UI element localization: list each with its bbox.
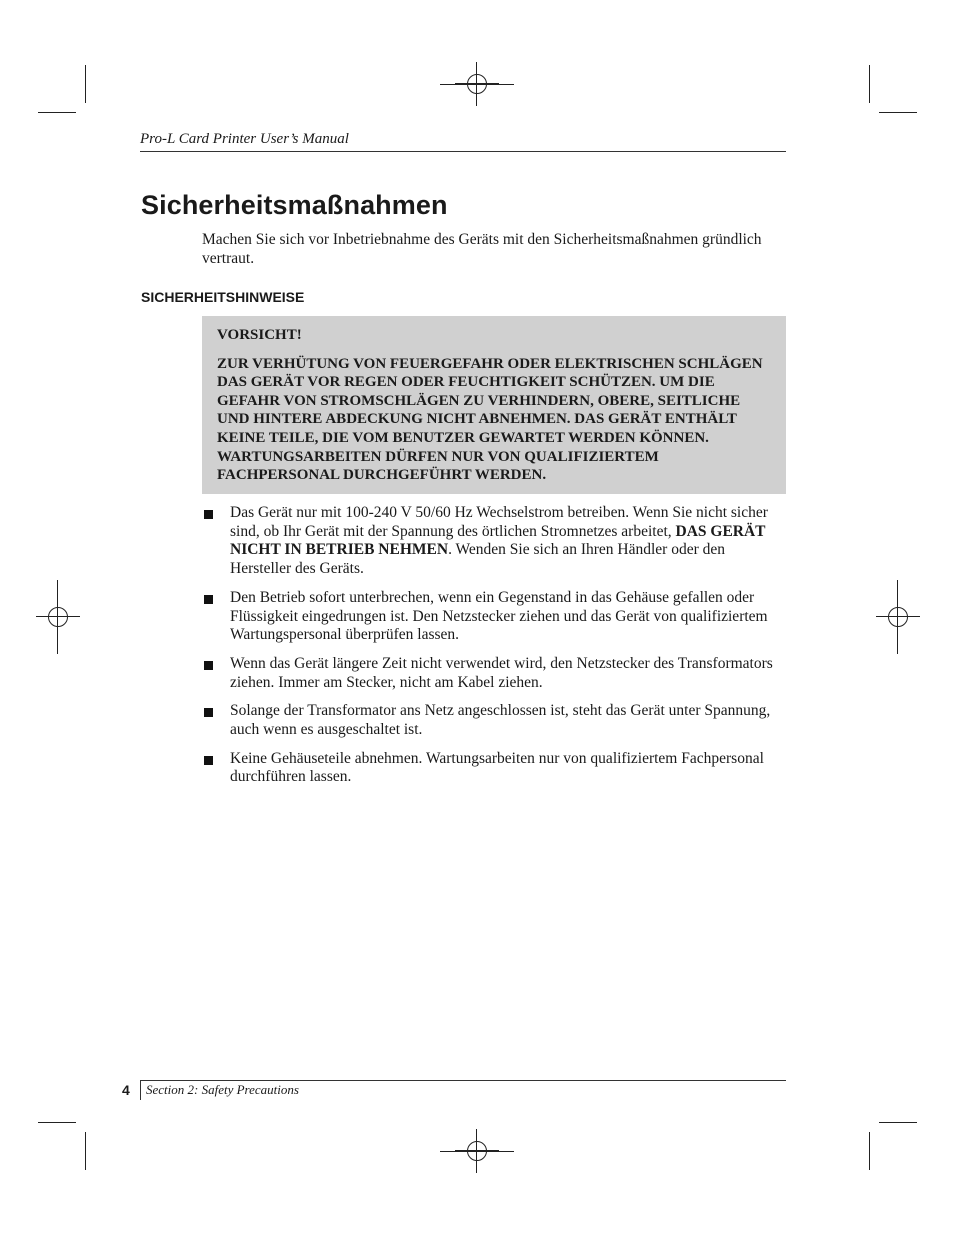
- crop-mark: [440, 84, 514, 85]
- list-item-emphasis: DAS GERÄT NICHT IN BETRIEB NEHMEN: [230, 522, 766, 559]
- list-item: [202, 589, 786, 645]
- crop-mark: [38, 1122, 76, 1123]
- section-subheading: SICHERHEITSHINWEISE: [141, 289, 305, 305]
- registration-mark-right: [876, 595, 920, 639]
- header-rule: [140, 151, 786, 152]
- page-title: Sicherheitsmaßnahmen: [141, 190, 448, 220]
- crop-mark: [897, 580, 898, 654]
- crop-mark: [38, 112, 76, 113]
- intro-paragraph: Machen Sie sich vor Inbetriebnahme des Geräts mit den Sicherheitsmaßnahmen gründlich vertraut.: [202, 231, 762, 267]
- warning-box: [202, 316, 786, 494]
- footer-section-title: Section 2: Safety Precautions: [146, 1082, 299, 1097]
- list-item-text: Wenn das Gerät längere Zeit nicht verwendet wird, den Netzstecker des Transformators ziehen. Immer am Stecker, nicht am Kabel ziehen.: [230, 654, 773, 691]
- list-item-text: Das Gerät nur mit 100-240 V 50/60 Hz Wechselstrom betreiben. Wenn Sie nicht sicher sind, ob Ihr Gerät mit der Spannung des örtlichen Stromnetzes arbeitet,: [230, 504, 768, 540]
- list-item-text: Keine Gehäuseteile abnehmen. Wartungsarbeiten nur von qualifiziertem Fachpersonal durchführen lassen.: [230, 749, 764, 786]
- warning-heading: VORSICHT!: [217, 327, 302, 343]
- list-item: [202, 702, 786, 739]
- crop-mark: [440, 1151, 514, 1152]
- bullet-square-icon: [204, 510, 213, 519]
- list-item: [202, 750, 786, 787]
- footer-divider: [140, 1080, 141, 1100]
- crop-mark: [869, 1132, 870, 1170]
- page-number: 4: [122, 1082, 130, 1098]
- running-header: Pro-L Card Printer User’s Manual: [140, 131, 349, 147]
- safety-list: [202, 504, 786, 797]
- crop-mark: [879, 112, 917, 113]
- crop-mark: [869, 65, 870, 103]
- bullet-square-icon: [204, 661, 213, 670]
- bullet-square-icon: [204, 595, 213, 604]
- registration-mark-left: [36, 595, 80, 639]
- list-item: [202, 655, 786, 692]
- crop-mark: [879, 1122, 917, 1123]
- list-item: [202, 504, 786, 579]
- footer-rule: [140, 1080, 786, 1081]
- list-item-text: . Wenden Sie sich an Ihren Händler oder den Hersteller des Geräts.: [230, 541, 726, 578]
- bullet-square-icon: [204, 756, 213, 765]
- list-item-text: Solange der Transformator ans Netz angeschlossen ist, steht das Gerät unter Spannung, auch wenn es ausgeschaltet ist.: [230, 702, 771, 739]
- crop-mark: [57, 580, 58, 654]
- warning-text: ZUR VERHÜTUNG VON FEUERGEFAHR ODER ELEKTRISCHEN SCHLÄGEN DAS GERÄT VOR REGEN ODER FEUCHTIGKEIT SCHÜTZEN. UM DIE GEFAHR VON STROMSCHLÄGEN ZU VERHINDERN, OBERE, SEITLICHE UND HINTERE ABDECKUNG NICHT ABNEHMEN. DAS GERÄT ENTHÄLT KEINE TEILE, DIE VOM BENUTZER GEWARTET WERDEN KÖNNEN. WARTUNGSARBEITEN DÜRFEN NUR VON QUALIFIZIERTEM FACHPERSONAL DURCHGEFÜHRT WERDEN.: [217, 355, 763, 484]
- bullet-square-icon: [204, 708, 213, 717]
- list-item-text: Den Betrieb sofort unterbrechen, wenn ein Gegenstand in das Gehäuse gefallen oder Flüssigkeit eingedrungen ist. Den Netzstecker ziehen und das Gerät von qualifiziertem Wartungspersonal überprüfen lassen.: [230, 588, 768, 644]
- crop-mark: [85, 1132, 86, 1170]
- crop-mark: [85, 65, 86, 103]
